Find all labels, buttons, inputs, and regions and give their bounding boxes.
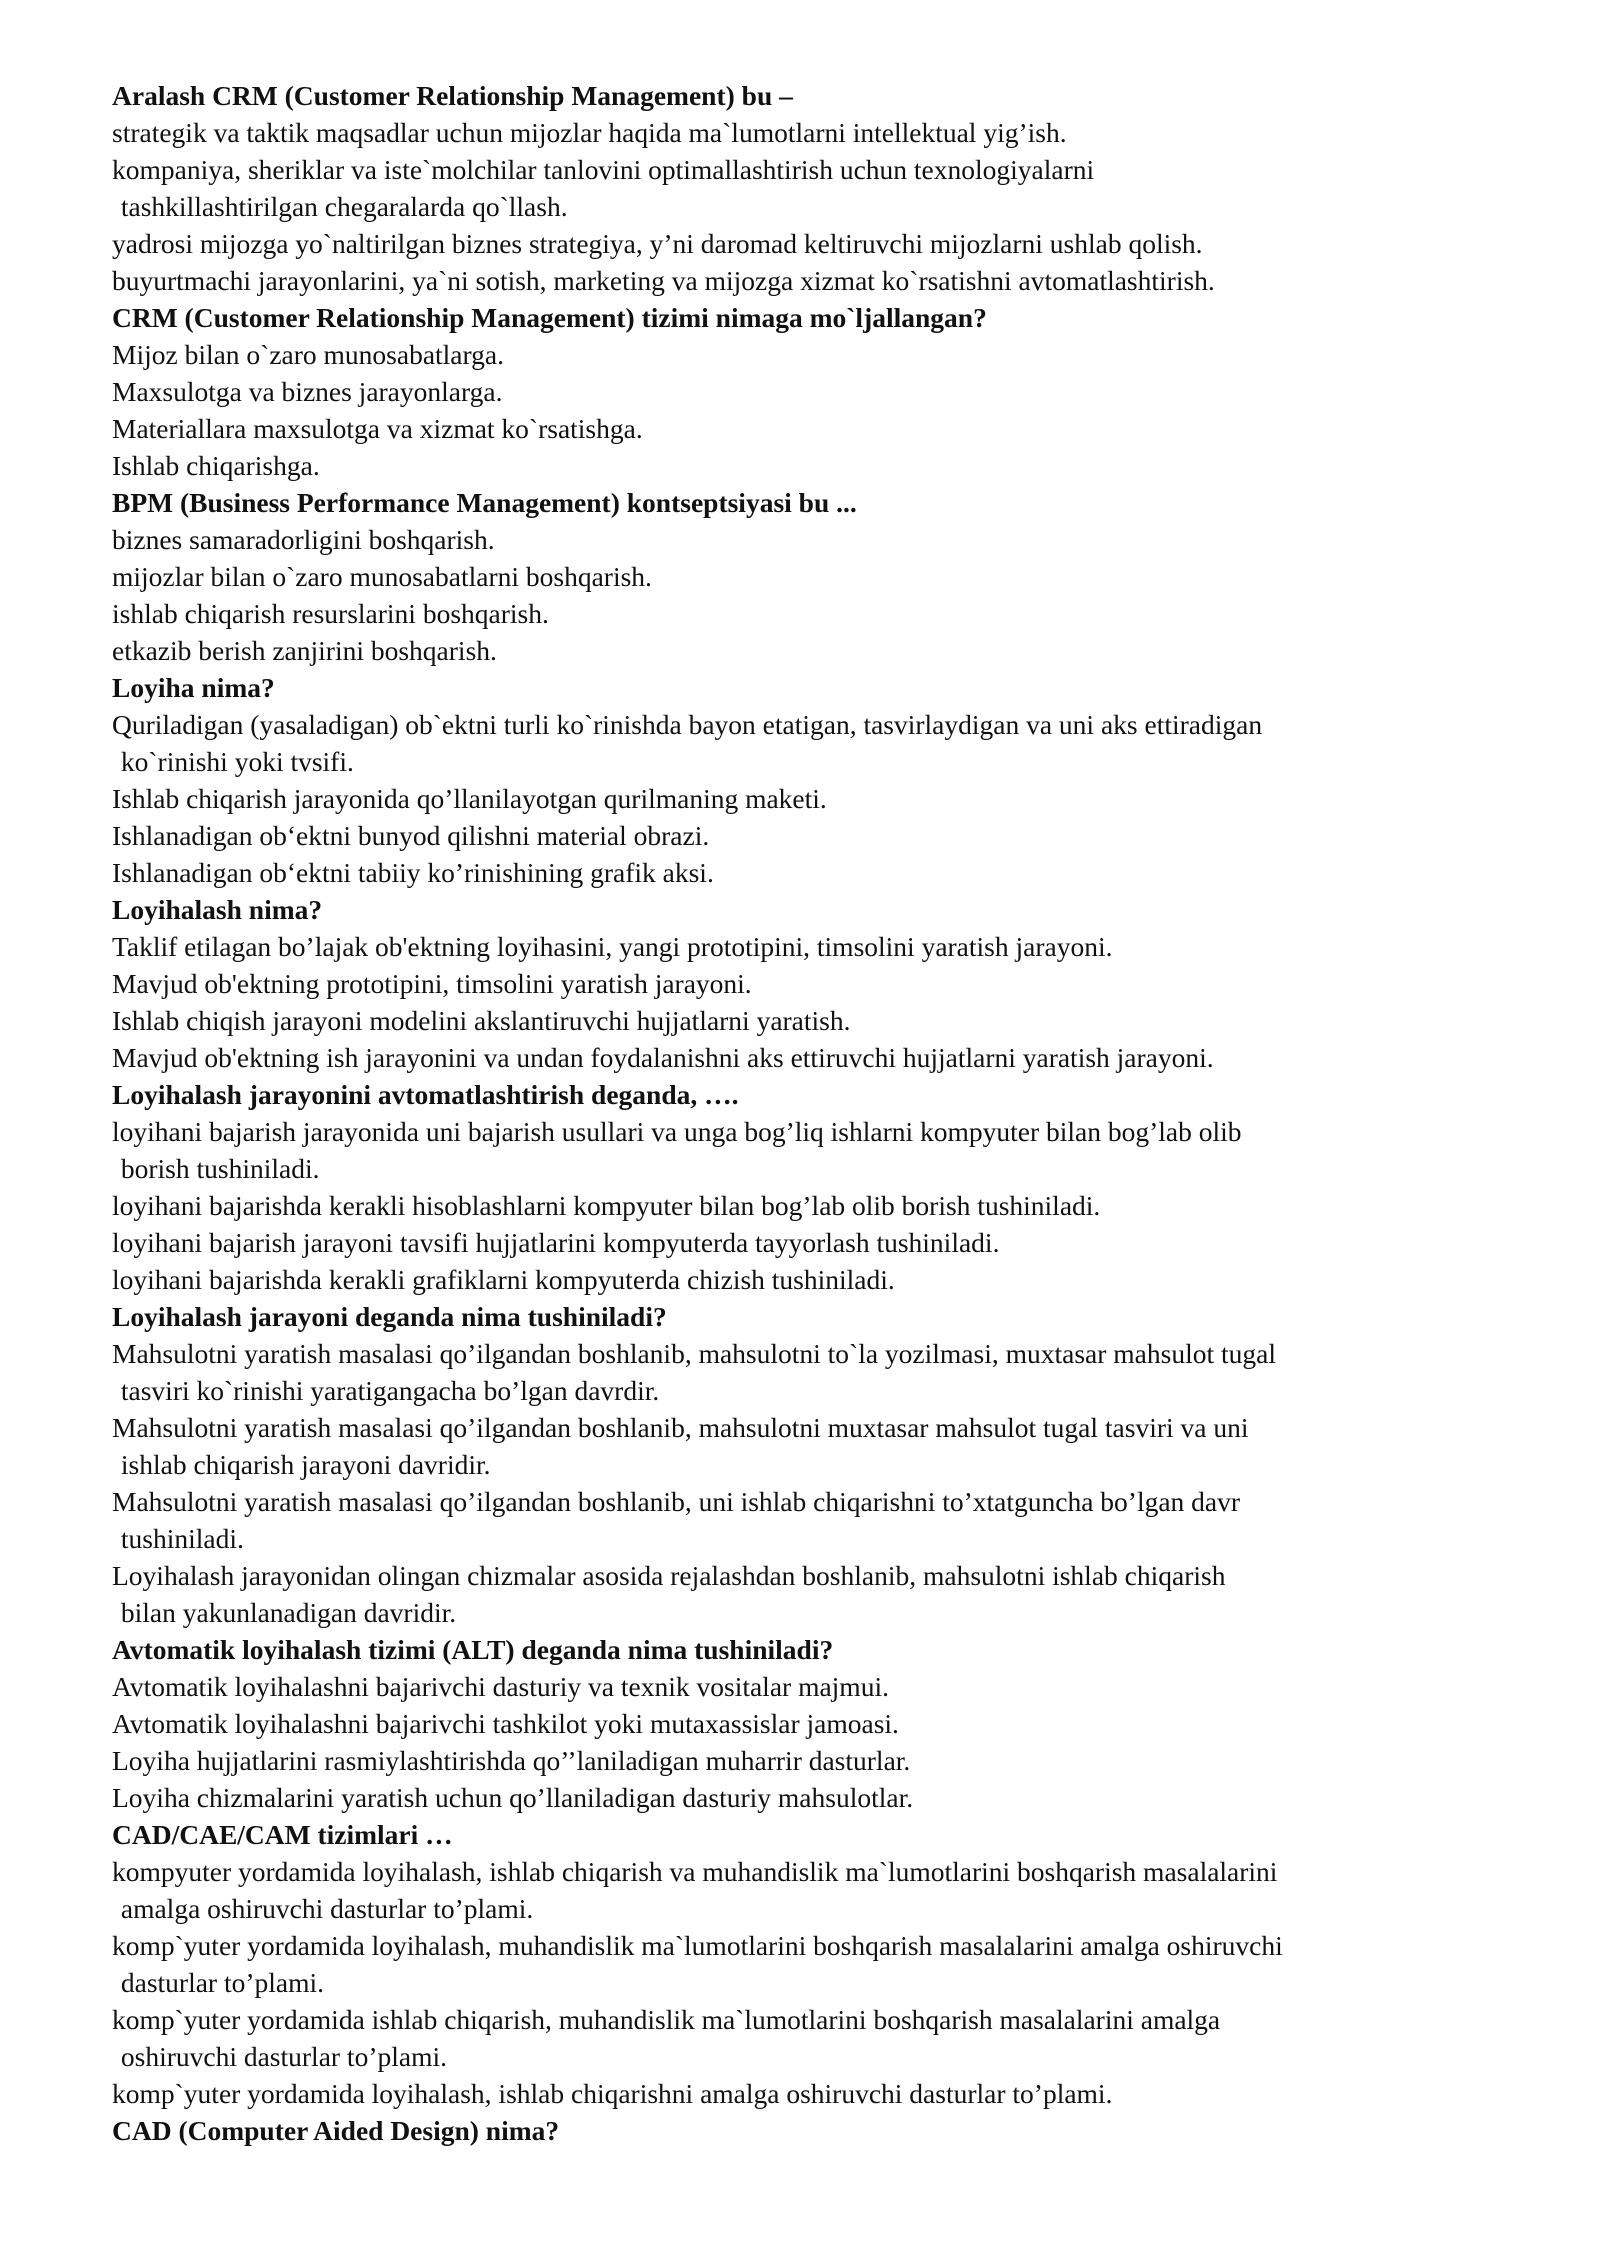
answer-option: komp`yuter yordamida ishlab chiqarish, muhandislik ma`lumotlarini boshqarish masalalarini amalga oshiruvchi dasturlar to’plami. (112, 2004, 1221, 2072)
answer-option: Loyiha chizmalarini yaratish uchun qo’llaniladigan dasturiy mahsulotlar. (112, 1782, 914, 1813)
question-text: Loyiha nima? (112, 672, 275, 703)
answer-option: kompaniya, sheriklar va iste`molchilar tanlovini optimallashtirish uchun texnologiyalarni tashkillashtirilgan chegaralarda qo`llash. (112, 154, 1095, 222)
answer-option: Avtomatik loyihalashni bajarivchi dasturiy va texnik vositalar majmui. (112, 1671, 889, 1702)
question-block (112, 1076, 1512, 1298)
answer-option: komp`yuter yordamida loyihalash, muhandislik ma`lumotlarini boshqarish masalalarini amalga oshiruvchi dasturlar to’plami. (112, 1930, 1283, 1998)
answer-option: Mavjud ob'ektning ish jarayonini va undan foydalanishni aks ettiruvchi hujjatlarni yaratish jarayoni. (112, 1042, 1214, 1073)
answer-option: kompyuter yordamida loyihalash, ishlab chiqarish va muhandislik ma`lumotlarini boshqarish masalalarini amalga oshiruvchi dasturlar to’plami. (112, 1856, 1278, 1924)
answer-option: Maxsulotga va biznes jarayonlarga. (112, 376, 503, 407)
question-text: Loyihalash jarayoni deganda nima tushiniladi? (112, 1301, 667, 1332)
answer-option: Ishlab chiqish jarayoni modelini akslantiruvchi hujjatlarni yaratish. (112, 1005, 851, 1036)
answer-option: yadrosi mijozga yo`naltirilgan biznes strategiya, y’ni daromad keltiruvchi mijozlarni ushlab qolish. (112, 228, 1203, 259)
answer-option: etkazib berish zanjirini boshqarish. (112, 635, 497, 666)
answer-option: strategik va taktik maqsadlar uchun mijozlar haqida ma`lumotlarni intellektual yig’ish. (112, 117, 1067, 148)
question-block (112, 2112, 1512, 2149)
answer-option: Ishlab chiqarishga. (112, 450, 320, 481)
answer-option: Mahsulotni yaratish masalasi qo’ilgandan boshlanib, mahsulotni muxtasar mahsulot tugal tasviri va uni ishlab chiqarish jarayoni davridir. (112, 1412, 1249, 1480)
question-block (112, 1631, 1512, 1816)
question-text: CAD/CAE/CAM tizimlari … (112, 1819, 453, 1850)
question-text: CAD (Computer Aided Design) nima? (112, 2115, 560, 2146)
question-text: Aralash CRM (Customer Relationship Management) bu – (112, 80, 793, 111)
answer-option: Materiallara maxsulotga va xizmat ko`rsatishga. (112, 413, 643, 444)
answer-option: Mijoz bilan o`zaro munosabatlarga. (112, 339, 505, 370)
answer-option: Loyiha hujjatlarini rasmiylashtirishda qo’’laniladigan muharrir dasturlar. (112, 1745, 911, 1776)
answer-option: Quriladigan (yasaladigan) ob`ektni turli ko`rinishda bayon etatigan, tasvirlaydigan va uni aks ettiradigan ko`rinishi yoki tvsifi. (112, 709, 1263, 777)
question-text: Loyihalash nima? (112, 894, 323, 925)
question-block (112, 484, 1512, 669)
answer-option: loyihani bajarish jarayoni tavsifi hujjatlarini kompyuterda tayyorlash tushiniladi. (112, 1227, 1000, 1258)
answer-option: loyihani bajarish jarayonida uni bajarish usullari va unga bog’liq ishlarni kompyuter bilan bog’lab olib borish tushiniladi. (112, 1116, 1242, 1184)
answer-option: Avtomatik loyihalashni bajarivchi tashkilot yoki mutaxassislar jamoasi. (112, 1708, 899, 1739)
question-block (112, 1816, 1512, 2112)
document-page (112, 77, 1512, 2149)
question-text: BPM (Business Performance Management) kontseptsiyasi bu ... (112, 487, 857, 518)
answer-option: Ishlanadigan ob‘ektni bunyod qilishni material obrazi. (112, 820, 710, 851)
answer-option: komp`yuter yordamida loyihalash, ishlab chiqarishni amalga oshiruvchi dasturlar to’plami. (112, 2078, 1113, 2109)
question-block (112, 299, 1512, 484)
question-block (112, 77, 1512, 299)
question-text: Loyihalash jarayonini avtomatlashtirish deganda, …. (112, 1079, 739, 1110)
answer-option: Ishlanadigan ob‘ektni tabiiy ko’rinishining grafik aksi. (112, 857, 714, 888)
answer-option: loyihani bajarishda kerakli hisoblashlarni kompyuter bilan bog’lab olib borish tushiniladi. (112, 1190, 1101, 1221)
question-text: Avtomatik loyihalash tizimi (ALT) deganda nima tushiniladi? (112, 1634, 834, 1665)
answer-option: biznes samaradorligini boshqarish. (112, 524, 495, 555)
answer-option: buyurtmachi jarayonlarini, ya`ni sotish, marketing va mijozga xizmat ko`rsatishni avtomatlashtirish. (112, 265, 1215, 296)
answer-option: Taklif etilagan bo’lajak ob'ektning loyihasini, yangi prototipini, timsolini yaratish jarayoni. (112, 931, 1113, 962)
answer-option: loyihani bajarishda kerakli grafiklarni kompyuterda chizish tushiniladi. (112, 1264, 895, 1295)
answer-option: ishlab chiqarish resurslarini boshqarish. (112, 598, 549, 629)
answer-option: Ishlab chiqarish jarayonida qo’llanilayotgan qurilmaning maketi. (112, 783, 827, 814)
answer-option: Mahsulotni yaratish masalasi qo’ilgandan boshlanib, mahsulotni to`la yozilmasi, muxtasar mahsulot tugal tasviri ko`rinishi yaratigangacha bo’lgan davrdir. (112, 1338, 1276, 1406)
answer-option: Mahsulotni yaratish masalasi qo’ilgandan boshlanib, uni ishlab chiqarishni to’xtatguncha bo’lgan davr tushiniladi. (112, 1486, 1241, 1554)
question-block (112, 669, 1512, 891)
question-block (112, 891, 1512, 1076)
question-text: CRM (Customer Relationship Management) tizimi nimaga mo`ljallangan? (112, 302, 987, 333)
answer-option: Mavjud ob'ektning prototipini, timsolini yaratish jarayoni. (112, 968, 752, 999)
question-block (112, 1298, 1512, 1631)
answer-option: Loyihalash jarayonidan olingan chizmalar asosida rejalashdan boshlanib, mahsulotni ishlab chiqarish bilan yakunlanadigan davridir. (112, 1560, 1226, 1628)
answer-option: mijozlar bilan o`zaro munosabatlarni boshqarish. (112, 561, 652, 592)
